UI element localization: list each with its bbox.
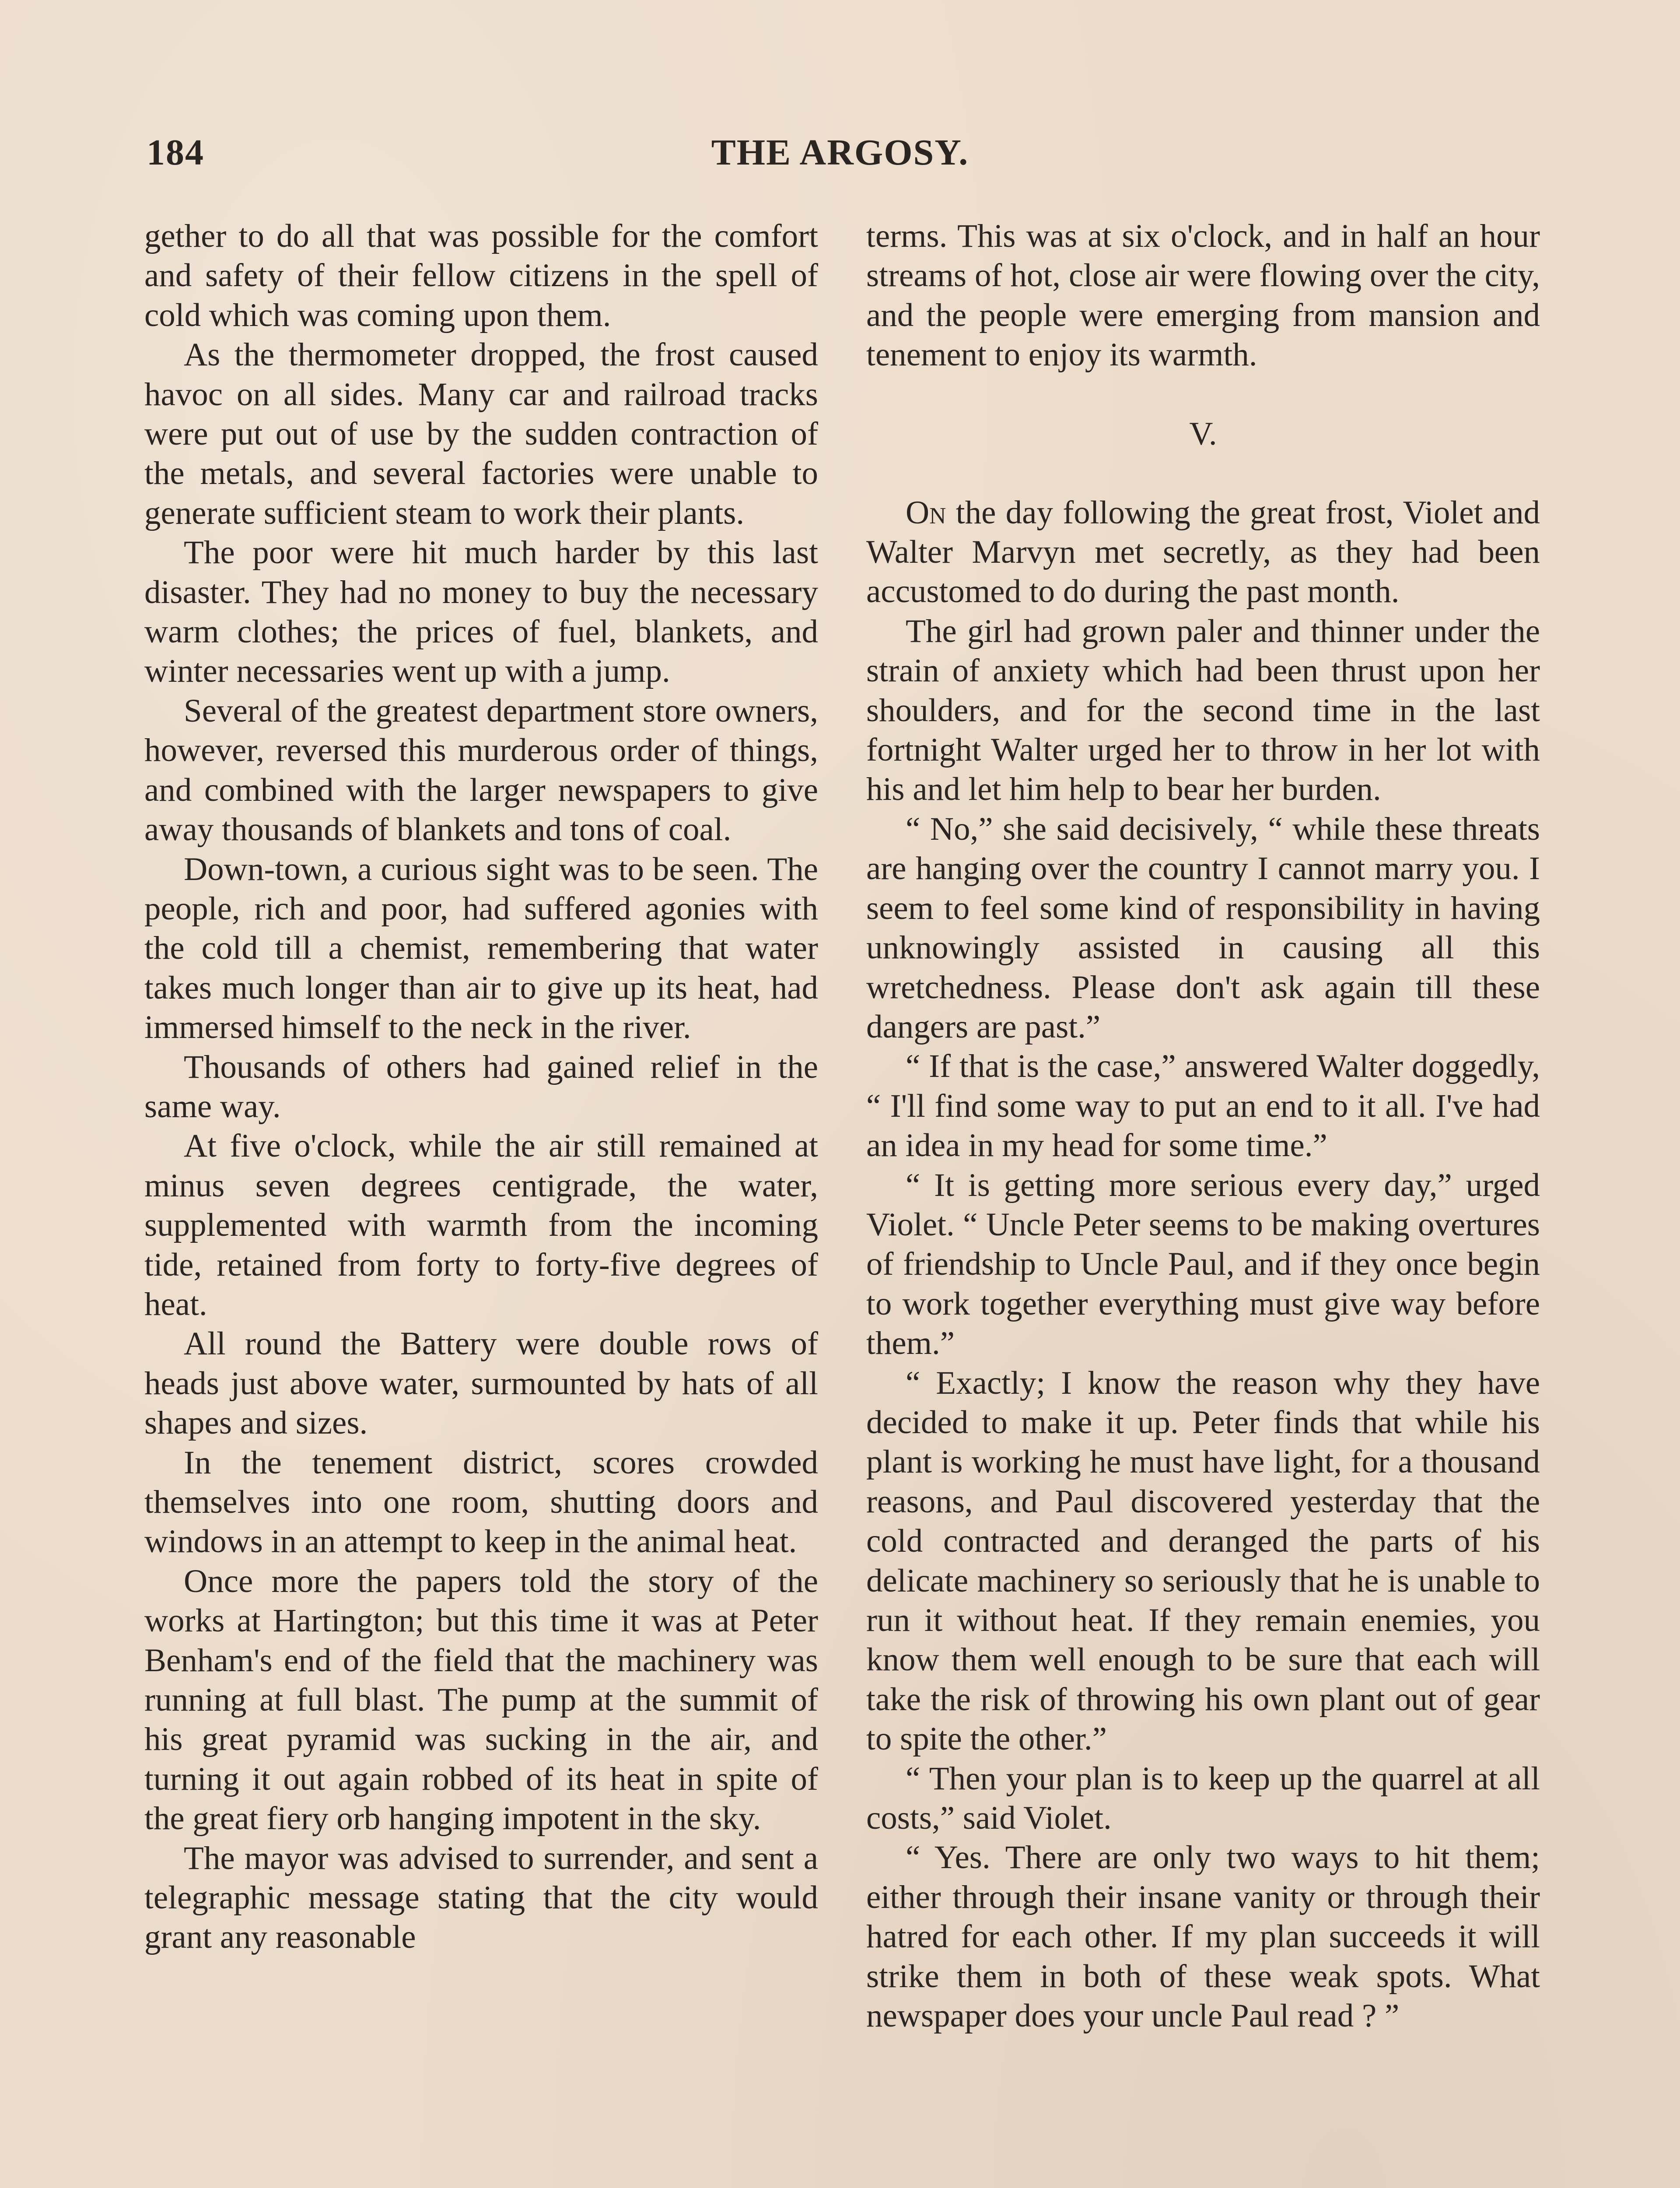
section-heading: V. [1189,415,1217,452]
page-number: 184 [147,132,204,173]
paragraph: The poor were hit much harder by this last disaster. They had no money to buy the necessary warm clothes; the prices of fuel, blankets, and winter necessaries went up with a jump. [144,534,818,690]
page-header [147,131,1533,179]
paragraph: The girl had grown paler and thinner under the strain of anxiety which had been thrust upon her shoulders, and for the second time in the last fortnight Walter urged her to throw in her lot with his and let him help to bear her burden. [866,613,1540,808]
paragraph: In the tenement district, scores crowded themselves into one room, shutting doors and windows in an attempt to keep in the animal heat. [144,1444,818,1560]
text-columns [144,217,1540,2188]
paragraph: “ If that is the case,” answered Walter doggedly, “ I'll find some way to put an end to it all. I've had an idea in my head for some time.” [866,1048,1540,1164]
right-column [866,217,1540,2188]
paragraph: “ Then your plan is to keep up the quarrel at all costs,” said Violet. [866,1760,1540,1837]
paragraph: gether to do all that was possible for the comfort and safety of their fellow citizens in the spell of cold which was coming upon them. [144,218,818,333]
paragraph: Down-town, a curious sight was to be seen. The people, rich and poor, had suffered agonies with the cold till a chemist, remembering that water takes much longer than air to give up its heat, had immersed himself to the neck in the river. [144,851,818,1046]
paragraph: terms. This was at six o'clock, and in half an hour streams of hot, close air were flowing over the city, and the people were emerging from mansion and tenement to enjoy its warmth. [866,218,1540,373]
paragraph-text: the day following the great frost, Violet and Walter Marvyn met secretly, as they had been accustomed to do during the past month. [866,494,1540,610]
paragraph: “ Exactly; I know the reason why they have decided to make it up. Peter finds that while his plant is working he must have light, for a thousand reasons, and Paul discovered yesterday that the cold contracted and deranged the parts of his delicate machinery so seriously that he is unable to run it without heat. If they remain enemies, you know them well enough to be sure that each will take the risk of throwing his own plant out of gear to spite the other.” [866,1364,1540,1757]
paragraph: Once more the papers told the story of the works at Hartington; but this time it was at Peter Benham's end of the field that the machinery was running at full blast. The pump at the summit of his great pyramid was sucking in the air, and turning it out again robbed of its heat in spite of the great fiery orb hanging impotent in the sky. [144,1563,818,1837]
paragraph: As the thermometer dropped, the frost caused havoc on all sides. Many car and railroad tracks were put out of use by the sudden contraction of the metals, and several factories were unable to generate sufficient steam to work their plants. [144,337,818,531]
left-column [144,217,818,2188]
paragraph: Several of the greatest department store owners, however, reversed this murderous order of things, and combined with the larger newspapers to give away thousands of blankets and tons of coal. [144,692,818,848]
paragraph: At five o'clock, while the air still remained at minus seven degrees centigrade, the water, supplemented with warmth from the incoming tide, retained from forty to forty-five degrees of heat. [144,1128,818,1322]
drop-lead-word: On [906,494,946,531]
paragraph [866,493,1540,612]
running-title: THE ARGOSY. [711,132,969,173]
paragraph: The mayor was advised to surrender, and sent a telegraphic message stating that the city would grant any reasonable [144,1840,818,1956]
paragraph: “ Yes. There are only two ways to hit them; either through their insane vanity or through their hatred for each other. If my plan succeeds it will strike them in both of these weak spots. What newspaper does your uncle Paul read ? ” [866,1839,1540,2034]
paragraph: “ No,” she said decisively, “ while these threats are hanging over the country I cannot marry you. I seem to feel some kind of responsibility in having unknowingly assisted in causing all this wretchedness. Please don't ask again till these dangers are past.” [866,810,1540,1045]
paragraph: Thousands of others had gained relief in the same way. [144,1048,818,1125]
paragraph: All round the Battery were double rows of heads just above water, surmounted by hats of all shapes and sizes. [144,1325,818,1441]
paragraph: “ It is getting more serious every day,” urged Violet. “ Uncle Peter seems to be making overtures of friendship to Uncle Paul, and if they once begin to work together everything must give way before them.” [866,1167,1540,1362]
